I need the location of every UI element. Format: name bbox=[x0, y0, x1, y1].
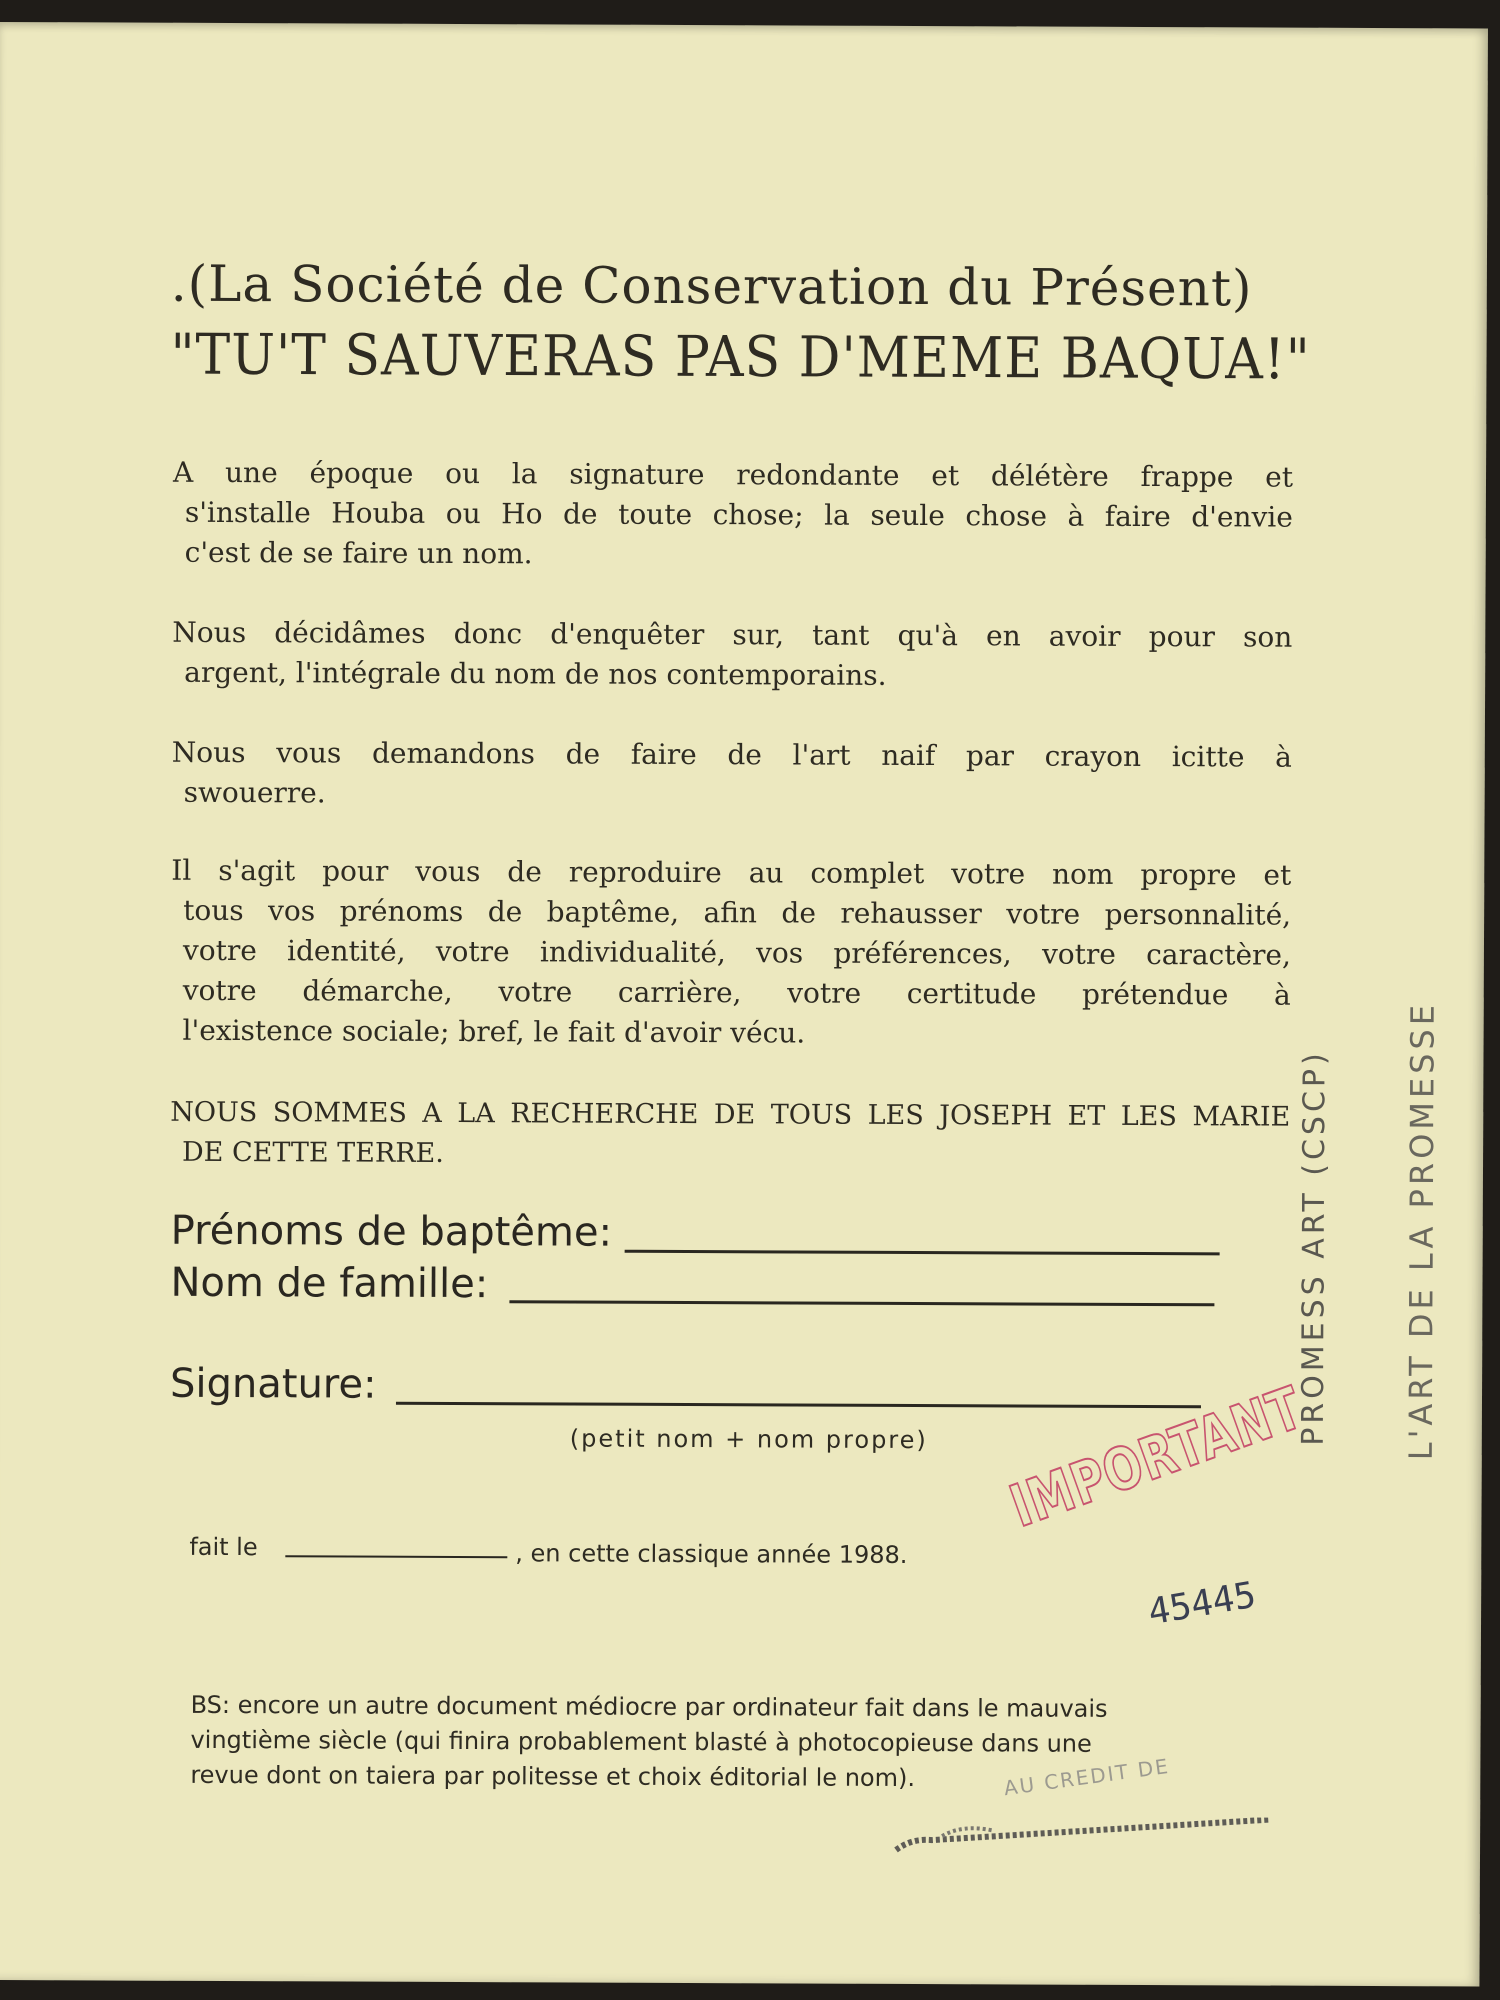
ps-line: revue dont on taiera par politesse et choix éditorial le nom). bbox=[190, 1760, 916, 1793]
text-line: tous vos prénoms de baptême, afin de rehausser votre personnalité, bbox=[183, 893, 1292, 932]
prenoms-label: Prénoms de baptême: bbox=[170, 1207, 613, 1256]
paragraph-5 bbox=[170, 1093, 1290, 1178]
text-line: Nous décidâmes donc d'enquêter sur, tant qu'à en avoir pour son bbox=[172, 615, 1293, 654]
signature-hint: (petit nom + nom propre) bbox=[569, 1424, 928, 1455]
text-line: s'installe Houba ou Ho de toute chose; la seule chose à faire d'envie bbox=[184, 495, 1293, 534]
side-stamp-outer: L'ART DE LA PROMESSE bbox=[1401, 1000, 1442, 1461]
ps-line: BS: encore un autre document médiocre par ordinateur fait dans le mauvais bbox=[190, 1690, 1108, 1723]
text-line: argent, l'intégrale du nom de nos contemporains. bbox=[184, 655, 887, 692]
nom-label: Nom de famille: bbox=[170, 1259, 489, 1308]
prenoms-line[interactable] bbox=[625, 1250, 1220, 1256]
text-line: Il s'agit pour vous de reproduire au complet votre nom propre et bbox=[171, 853, 1292, 892]
document-page bbox=[0, 22, 1488, 1986]
text-line: Nous vous demandons de faire de l'art naif par crayon icitte à bbox=[171, 735, 1292, 774]
date-suffix: , en cette classique année 1988. bbox=[515, 1539, 908, 1569]
paragraph-4 bbox=[171, 851, 1292, 1056]
header-society: .(La Société de Conservation du Présent) bbox=[170, 254, 1253, 318]
paragraph-3 bbox=[172, 733, 1292, 818]
text-line: A une époque ou la signature redondante et délétère frappe et bbox=[172, 455, 1294, 494]
date-prefix: fait le bbox=[189, 1532, 258, 1562]
serial-number: 45445 bbox=[1145, 1574, 1259, 1634]
signature-label: Signature: bbox=[169, 1360, 377, 1408]
postscript bbox=[190, 1688, 1107, 1797]
text-line: swouerre. bbox=[183, 775, 326, 810]
text-line: c'est de se faire un nom. bbox=[184, 535, 533, 571]
credit-stamp-smudge-icon bbox=[892, 1816, 1272, 1858]
paragraph-2 bbox=[172, 613, 1292, 698]
text-line: votre identité, votre individualité, vos préférences, votre caractère, bbox=[182, 933, 1292, 972]
paragraph-1 bbox=[173, 453, 1294, 578]
important-stamp: IMPORTANT bbox=[1001, 1373, 1312, 1541]
credit-stamp: AU CREDIT DE bbox=[1002, 1753, 1172, 1801]
ps-line: vingtième siècle (qui finira probablement blasté à photocopieuse dans une bbox=[190, 1725, 1092, 1758]
date-line[interactable] bbox=[285, 1555, 507, 1558]
text-line: votre démarche, votre carrière, votre certitude prétendue à bbox=[182, 973, 1291, 1012]
text-line: DE CETTE TERRE. bbox=[182, 1136, 444, 1169]
text-line: l'existence sociale; bref, le fait d'avoir vécu. bbox=[182, 1013, 806, 1050]
text-line: NOUS SOMMES A LA RECHERCHE DE TOUS LES JOSEPH ET LES MARIE bbox=[170, 1096, 1291, 1133]
header-slogan: "TU'T SAUVERAS PAS D'MEME BAQUA!" bbox=[170, 322, 1311, 393]
nom-line[interactable] bbox=[509, 1300, 1214, 1306]
signature-line[interactable] bbox=[396, 1402, 1201, 1409]
side-stamp-inner: PROMESS ART (CSCP) bbox=[1295, 1049, 1333, 1446]
